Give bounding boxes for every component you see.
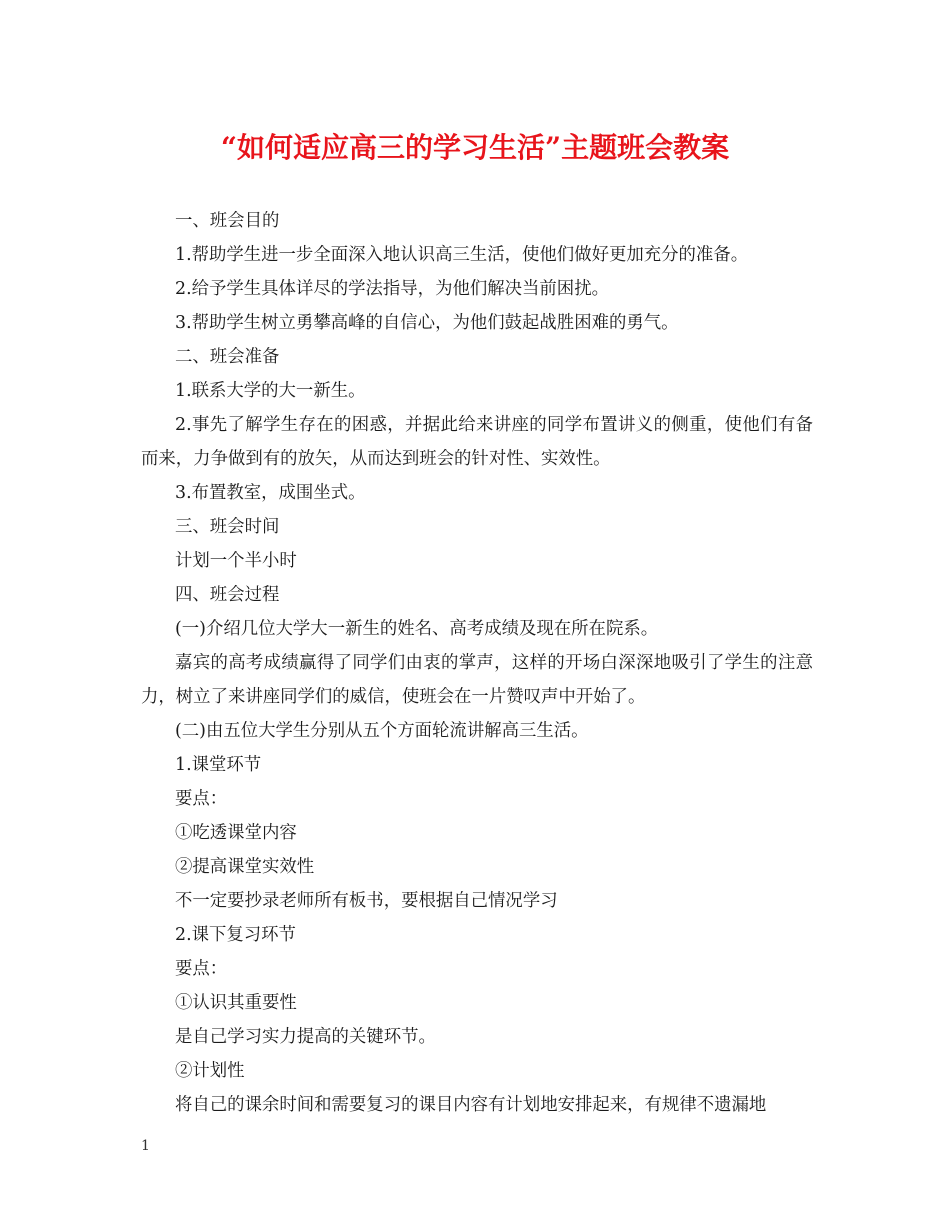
section-heading-preparation: 二、班会准备 [175, 347, 280, 367]
section-heading-purpose: 一、班会目的 [175, 211, 280, 231]
paragraph: 不一定要抄录老师所有板书，要根据自己情况学习 [175, 891, 558, 911]
paragraph: 1.帮助学生进一步全面深入地认识高三生活，使他们做好更加充分的准备。 [175, 245, 749, 265]
paragraph: 1.课堂环节 [175, 755, 262, 775]
document-title: “如何适应高三的学习生活”主题班会教案 [220, 131, 730, 164]
document-body [141, 204, 813, 1122]
paragraph: 计划一个半小时 [175, 551, 297, 571]
paragraph: 2.给予学生具体详尽的学法指导，为他们解决当前困扰。 [175, 279, 609, 299]
paragraph: ②提高课堂实效性 [175, 857, 315, 877]
paragraph: ②计划性 [175, 1061, 245, 1081]
paragraph: 是自己学习实力提高的关键环节。 [175, 1027, 436, 1047]
section-heading-process: 四、班会过程 [175, 585, 280, 605]
paragraph: (一)介绍几位大学大一新生的姓名、高考成绩及现在所在院系。 [175, 619, 659, 639]
paragraph: 2.事先了解学生存在的困惑，并据此给来讲座的同学布置讲义的侧重，使他们有备而来，力争做到有的放矢，从而达到班会的针对性、实效性。 [141, 415, 813, 469]
paragraph: 2.课下复习环节 [175, 925, 296, 945]
paragraph: (二)由五位大学生分别从五个方面轮流讲解高三生活。 [175, 721, 589, 741]
paragraph: ①认识其重要性 [175, 993, 297, 1013]
section-heading-time: 三、班会时间 [175, 517, 280, 537]
paragraph: 3.布置教室，成围坐式。 [175, 483, 366, 503]
paragraph: 3.帮助学生树立勇攀高峰的自信心，为他们鼓起战胜困难的勇气。 [175, 313, 679, 333]
paragraph: 将自己的课余时间和需要复习的课目内容有计划地安排起来，有规律不遗漏地 [175, 1095, 767, 1115]
paragraph: 要点： [175, 959, 228, 979]
paragraph: 要点： [175, 789, 228, 809]
paragraph: ①吃透课堂内容 [175, 823, 297, 843]
paragraph: 嘉宾的高考成绩赢得了同学们由衷的掌声，这样的开场白深深地吸引了学生的注意力，树立了来讲座同学们的威信，使班会在一片赞叹声中开始了。 [141, 653, 813, 707]
page-number: 1 [141, 1138, 150, 1154]
paragraph: 1.联系大学的大一新生。 [175, 381, 366, 401]
